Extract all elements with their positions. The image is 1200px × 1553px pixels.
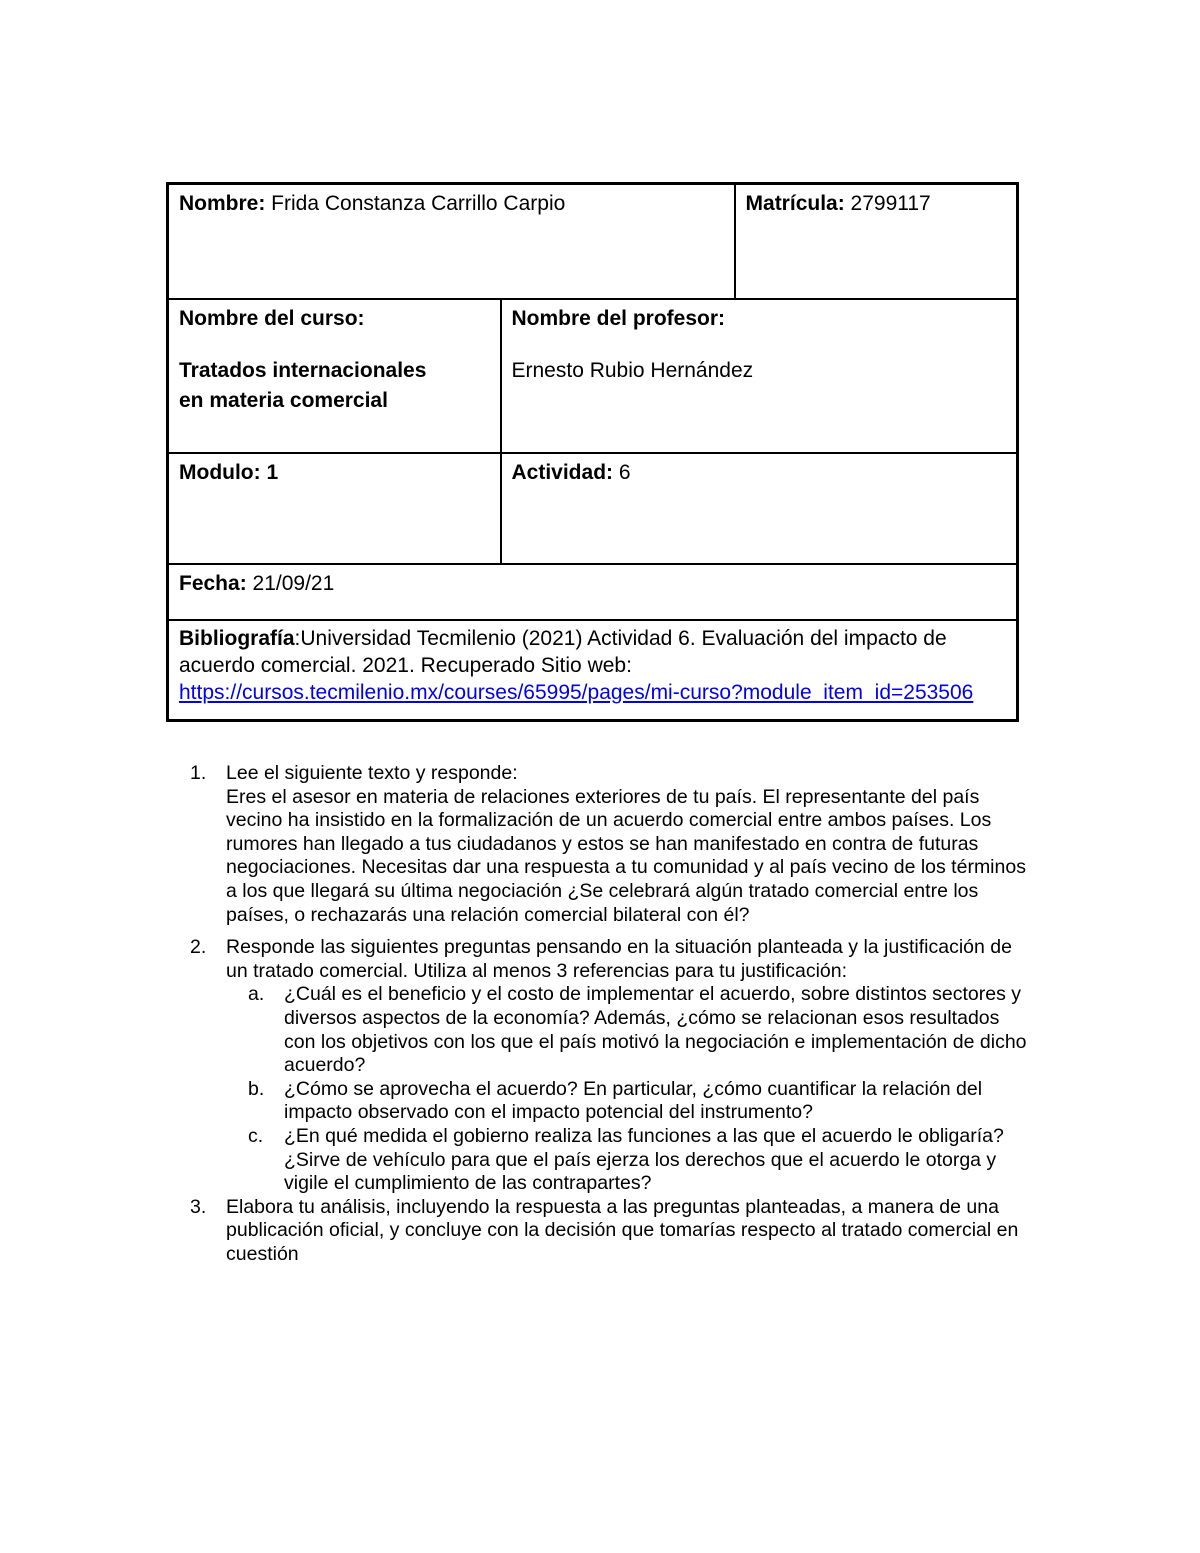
matricula-cell	[735, 184, 1018, 299]
date-label: Fecha:	[179, 571, 247, 595]
question-text: Elabora tu análisis, incluyendo la respuesta a las preguntas planteadas, a manera de una publicación oficial, y concluye con la decisión que tomarías respecto al tratado comercial en cuestión	[226, 1195, 1019, 1265]
student-name-label: Nombre:	[179, 192, 266, 215]
bibliography-label: Bibliografía	[179, 626, 295, 650]
sub-question-letter: b.	[248, 1077, 265, 1100]
question-item	[176, 1196, 1036, 1267]
questions-list	[176, 762, 1036, 1266]
professor-cell	[501, 299, 1018, 453]
bibliography-link[interactable]: https://cursos.tecmilenio.mx/courses/65995/pages/mi-curso?module_item_id=253506	[179, 680, 974, 704]
date-value: 21/09/21	[246, 571, 335, 595]
sub-question-text: ¿En qué medida el gobierno realiza las funciones a las que el acuerdo le obligaría? ¿Sirve de vehículo para que el país ejerza los derechos que el acuerdo le otorga y vigile el cumplimiento de las contrapartes?	[284, 1124, 1004, 1195]
professor-name: Ernesto Rubio Hernández	[511, 358, 754, 382]
professor-label: Nombre del profesor:	[511, 306, 726, 330]
question-text: Responde las siguientes preguntas pensando en la situación planteada y la justificación de un tratado comercial. Utiliza al menos 3 referencias para tu justificación:	[226, 936, 1012, 982]
student-name-cell	[168, 184, 735, 299]
sub-question-text: ¿Cuál es el beneficio y el costo de implementar el acuerdo, sobre distintos sectores y diversos aspectos de la economía? Además, ¿cómo se relacionan esos resultados con los objetivos con los que el país motivó la negociación e implementación de dicho acuerdo?	[284, 983, 1027, 1077]
date-cell	[168, 564, 1018, 620]
bibliography-text: :Universidad Tecmilenio (2021) Actividad 6. Evaluación del impacto de acuerdo comercial. 2021. Recuperado Sitio web:	[179, 626, 947, 677]
bibliography-cell	[168, 620, 1018, 721]
question-item	[176, 762, 1036, 927]
student-name-value: Frida Constanza Carrillo Carpio	[265, 192, 566, 215]
activity-value: 6	[613, 460, 631, 484]
activity-cell	[501, 453, 1018, 564]
sub-question-letter: a.	[248, 983, 265, 1006]
question-number: 3.	[190, 1195, 207, 1218]
question-number: 2.	[190, 936, 207, 959]
matricula-label: Matrícula:	[745, 192, 845, 215]
sub-question-text: ¿Cómo se aprovecha el acuerdo? En particular, ¿cómo cuantificar la relación del impacto observado con el impacto potencial del instrumento?	[284, 1077, 983, 1124]
question-text: Eres el asesor en materia de relaciones exteriores de tu país. El representante del país vecino ha insistido en la formalización de un acuerdo comercial entre ambos países. Los rumores han llegado a tus ciudadanos y estos se han manifestado en contra de futuras negociaciones. Necesitas dar una respuesta a tu comunidad y al país vecino de los términos a los que llegará su última negociación ¿Se celebrará algún tratado comercial entre los países, o rechazarás una relación comercial bilateral con él?	[226, 785, 1026, 926]
module-cell	[168, 453, 501, 564]
question-lead: Lee el siguiente texto y responde:	[226, 762, 518, 784]
sub-question-item	[176, 983, 1036, 1077]
header-info-table	[166, 182, 1019, 722]
course-label: Nombre del curso:	[179, 306, 365, 330]
question-number: 1.	[190, 762, 207, 784]
sub-question-letter: c.	[248, 1124, 264, 1147]
activity-label: Actividad:	[511, 460, 614, 484]
sub-question-item	[176, 1125, 1036, 1196]
course-name-line2: en materia comercial	[179, 388, 388, 412]
sub-question-list	[226, 983, 1036, 1195]
question-item	[176, 936, 1036, 1196]
course-name-line1: Tratados internacionales	[179, 358, 427, 382]
matricula-value: 2799117	[844, 192, 931, 215]
course-cell	[168, 299, 501, 453]
sub-question-item	[176, 1078, 1036, 1125]
module-label: Modulo: 1	[179, 460, 279, 484]
